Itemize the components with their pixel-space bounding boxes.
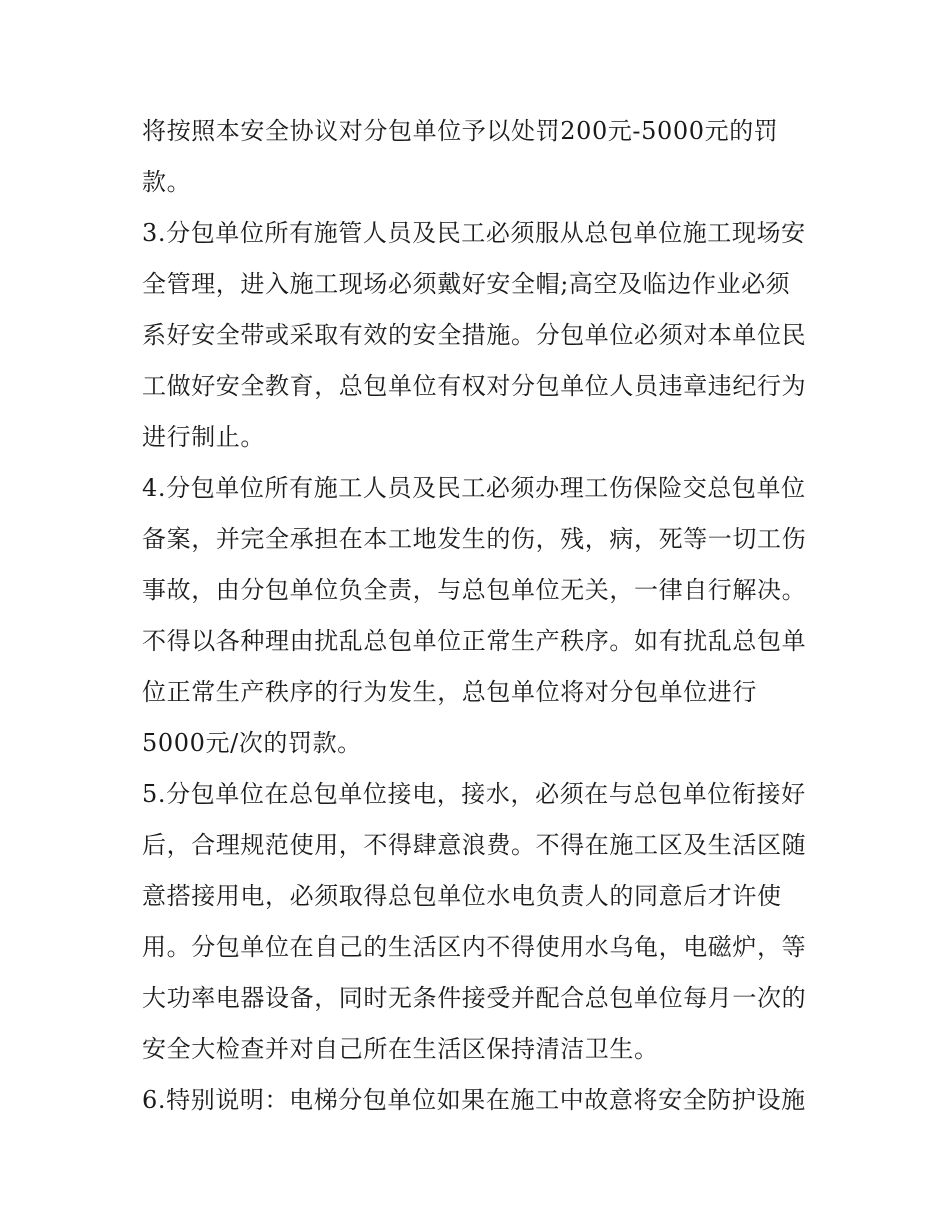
text-line-15: 后，合理规范使用，不得肆意浪费。不得在施工区及生活区随: [142, 831, 807, 859]
text-line-11: 不得以各种理由扰乱总包单位正常生产秩序。如有扰乱总包单: [142, 627, 807, 655]
text-line-14: 5.分包单位在总包单位接电，接水，必须在与总包单位衔接好: [142, 780, 806, 808]
text-line-16: 意搭接用电，必须取得总包单位水电负责人的同意后才许使: [142, 882, 782, 910]
text-line-7: 进行制止。: [142, 423, 265, 451]
text-line-10: 事故，由分包单位负全责，与总包单位无关，一律自行解决。: [142, 576, 807, 604]
text-line-8: 4.分包单位所有施工人员及民工必须办理工伤保险交总包单位: [142, 474, 806, 502]
text-line-3: 3.分包单位所有施管人员及民工必须服从总包单位施工现场安: [142, 219, 806, 247]
text-line-13: 5000元/次的罚款。: [142, 729, 362, 757]
text-line-4: 全管理，进入施工现场必须戴好安全帽;高空及临边作业必须: [142, 270, 791, 298]
text-line-6: 工做好安全教育，总包单位有权对分包单位人员违章违纪行为: [142, 372, 807, 400]
text-line-20: 6.特别说明：电梯分包单位如果在施工中故意将安全防护设施: [142, 1086, 806, 1114]
text-line-17: 用。分包单位在自己的生活区内不得使用水乌龟，电磁炉，等: [142, 933, 807, 961]
text-line-5: 系好安全带或采取有效的安全措施。分包单位必须对本单位民: [142, 321, 807, 349]
text-line-19: 安全大检查并对自己所在生活区保持清洁卫生。: [142, 1035, 659, 1063]
text-line-12: 位正常生产秩序的行为发生，总包单位将对分包单位进行: [142, 678, 757, 706]
text-line-18: 大功率电器设备，同时无条件接受并配合总包单位每月一次的: [142, 984, 807, 1012]
text-line-2: 款。: [142, 168, 192, 196]
text-line-1: 将按照本安全协议对分包单位予以处罚200元-5000元的罚: [142, 117, 779, 145]
text-line-9: 备案，并完全承担在本工地发生的伤，残，病，死等一切工伤: [142, 525, 807, 553]
